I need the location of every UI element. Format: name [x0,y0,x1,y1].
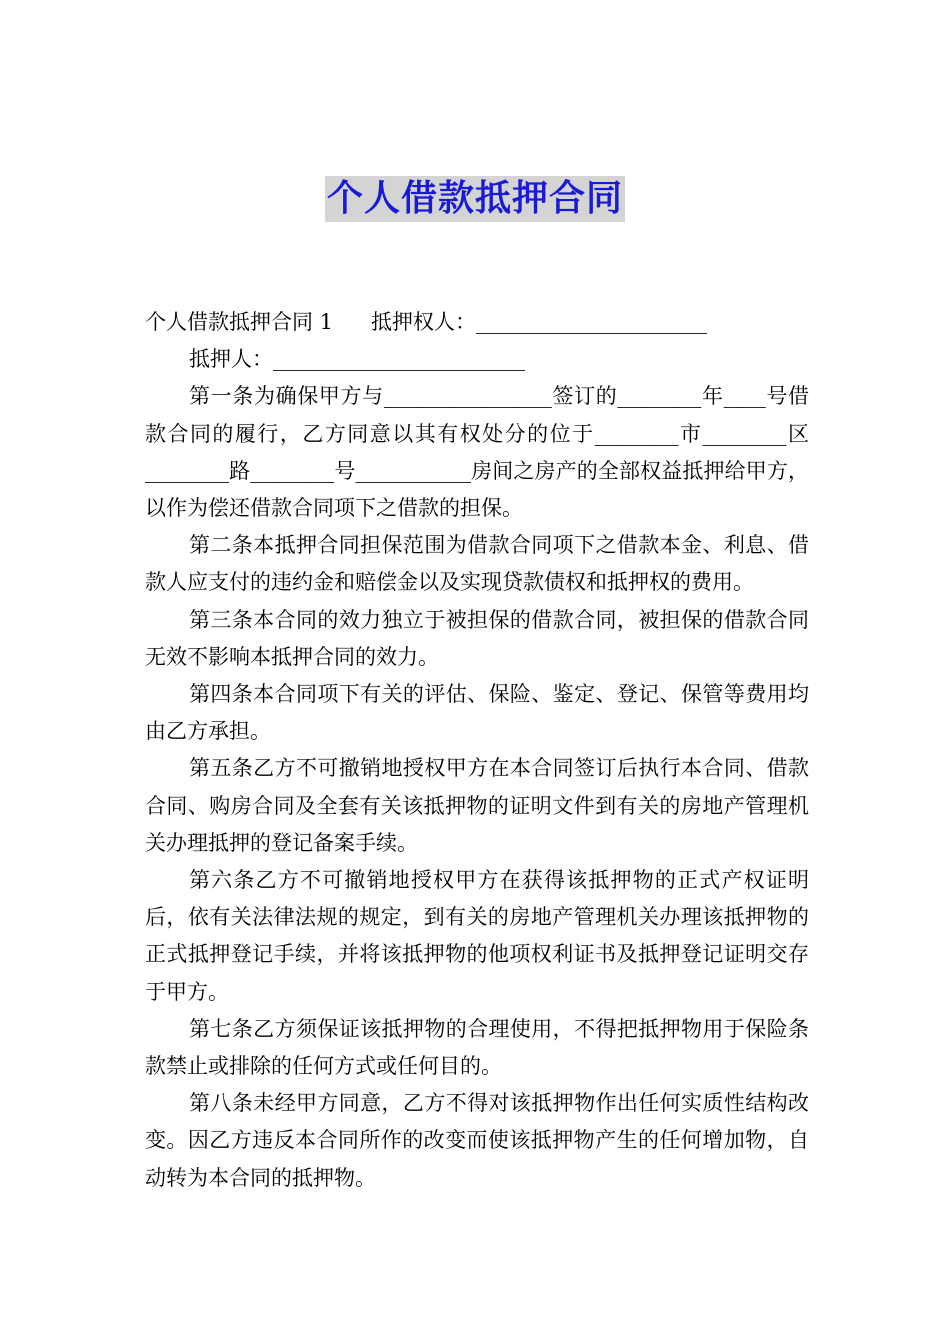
article-7: 第七条乙方须保证该抵押物的合理使用，不得把抵押物用于保险条款禁止或排除的任何方式或任何目的。 [145,1016,809,1079]
article-3: 第三条本合同的效力独立于被担保的借款合同，被担保的借款合同无效不影响本抵押合同的效力。 [145,607,809,669]
article-6: 第六条乙方不可撤销地授权甲方在获得该抵押物的正式产权证明后，依有关法律法规的规定，到有关的房地产管理机关办理该抵押物的正式抵押登记手续，并将该抵押物的他项权利证书及抵押登记证明交存于甲方。 [145,868,809,1004]
article-4: 第四条本合同项下有关的评估、保险、鉴定、登记、保管等费用均由乙方承担。 [145,682,809,744]
intro-label: 个人借款抵押合同 1 [145,310,334,334]
article-5: 第五条乙方不可撤销地授权甲方在本合同签订后执行本合同、借款合同、购房合同及全套有关该抵押物的证明文件到有关的房地产管理机关办理抵押的登记备案手续。 [145,756,809,855]
document-title: 个人借款抵押合同 [325,176,625,222]
title-wrapper [0,176,950,222]
document-body [145,304,809,1197]
mortgagee-line: 抵押权人：______________________ [371,310,708,334]
intro-line [145,304,809,341]
article-8: 第八条未经甲方同意，乙方不得对该抵押物作出任何实质性结构改变。因乙方违反本合同所作的改变而使该抵押物产生的任何增加物，自动转为本合同的抵押物。 [145,1091,809,1190]
article-2: 第二条本抵押合同担保范围为借款合同项下之借款本金、利息、借款人应支付的违约金和赔偿金以及实现贷款债权和抵押权的费用。 [145,533,809,595]
mortgagor-line: 抵押人：________________________ [189,347,525,372]
article-1: 第一条为确保甲方与________________签订的________年____号借款合同的履行，乙方同意以其有权处分的位于________市________区________路________号___________房间之房产的全部权益抵押给甲方，以作为偿还借款合同项下之借款的担保。 [145,384,809,521]
